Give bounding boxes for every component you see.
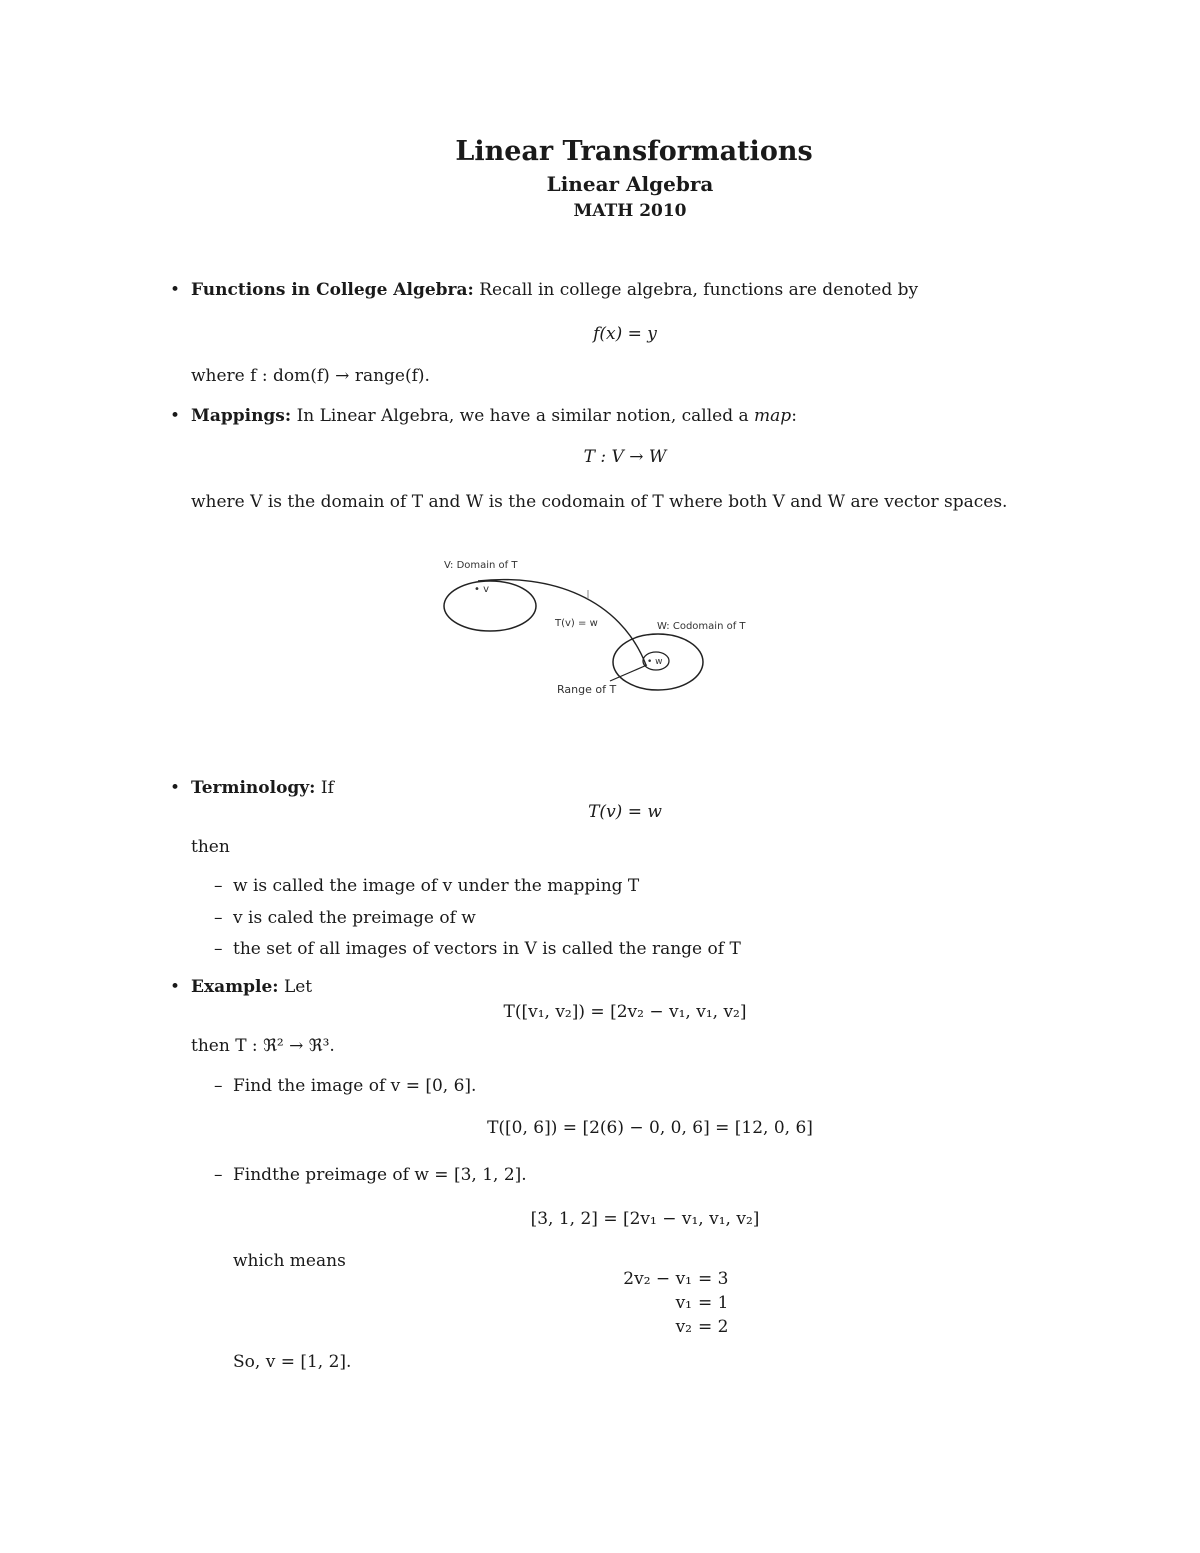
terminology-item: v is caled the preimage of w [233, 908, 476, 928]
page-subtitle: Linear Algebra [546, 172, 714, 196]
mappings-equation: T : V → W [583, 447, 667, 467]
system-rhs: = 3 [698, 1269, 729, 1289]
example-paragraph [191, 977, 312, 997]
dash-marker: – [214, 939, 223, 959]
terminology-then: then [191, 837, 230, 857]
dash-marker: – [214, 908, 223, 928]
dash-marker: – [214, 876, 223, 896]
terminology-equation: T(v) = w [588, 802, 662, 822]
terminology-text: If [320, 778, 334, 798]
functions-label: Functions in College Algebra: [191, 280, 474, 300]
domain-label: V: Domain of T [444, 560, 518, 571]
terminology-label: Terminology: [191, 778, 316, 798]
tv-label: T(v) = w [555, 618, 598, 629]
functions-where: where f : dom(f) → range(f). [191, 366, 430, 386]
domain-ellipse [444, 581, 536, 631]
system-row [572, 1269, 728, 1293]
v-label: • v [474, 584, 489, 595]
course-code: MATH 2010 [573, 201, 687, 221]
example-item-image: Find the image of v = [0, 6]. [233, 1076, 477, 1096]
mapping-diagram [430, 548, 780, 708]
terminology-item: the set of all images of vectors in V is called the range of T [233, 939, 741, 959]
bullet-marker: • [170, 977, 181, 997]
terminology-item: w is called the image of v under the mapping T [233, 876, 640, 896]
preimage-equation: [3, 1, 2] = [2v₁ − v₁, v₁, v₂] [530, 1209, 760, 1229]
example-label: Example: [191, 977, 279, 997]
mappings-paragraph [191, 406, 797, 426]
system-lhs: v₁ [675, 1293, 692, 1313]
range-pointer [610, 665, 647, 681]
example-text: Let [283, 977, 313, 997]
w-label: • w [647, 657, 663, 667]
system-rhs: = 2 [698, 1317, 729, 1337]
mappings-text-b: : [791, 406, 797, 426]
example-conclusion: So, v = [1, 2]. [233, 1352, 352, 1372]
example-item-preimage: Findthe preimage of w = [3, 1, 2]. [233, 1165, 527, 1185]
codomain-label: W: Codomain of T [657, 621, 746, 632]
mappings-text-em: map [754, 406, 792, 426]
mappings-text-a: In Linear Algebra, we have a similar notion, called a [296, 406, 749, 426]
mappings-where: where V is the domain of T and W is the codomain of T where both V and W are vector spaces. [191, 492, 1008, 512]
terminology-paragraph [191, 778, 334, 798]
system-row [572, 1317, 728, 1341]
functions-text: Recall in college algebra, functions are denoted by [479, 280, 919, 300]
functions-paragraph [191, 280, 918, 300]
mappings-label: Mappings: [191, 406, 292, 426]
dash-marker: – [214, 1076, 223, 1096]
system-lhs: 2v₂ − v₁ [623, 1269, 692, 1289]
image-equation: T([0, 6]) = [2(6) − 0, 0, 6] = [12, 0, 6] [487, 1118, 813, 1138]
page-title: Linear Transformations [455, 136, 813, 167]
functions-equation: f(x) = y [593, 324, 657, 344]
range-label: Range of T [557, 683, 617, 696]
dash-marker: – [214, 1165, 223, 1185]
example-then: then T : ℜ² → ℜ³. [191, 1036, 335, 1056]
example-equation: T([v₁, v₂]) = [2v₂ − v₁, v₁, v₂] [503, 1002, 747, 1022]
which-means: which means [233, 1251, 346, 1271]
bullet-marker: • [170, 280, 181, 300]
system-rhs: = 1 [698, 1293, 729, 1313]
bullet-marker: • [170, 778, 181, 798]
system-lhs: v₂ [675, 1317, 692, 1337]
system-row [572, 1293, 728, 1317]
bullet-marker: • [170, 406, 181, 426]
equation-system [572, 1269, 728, 1341]
